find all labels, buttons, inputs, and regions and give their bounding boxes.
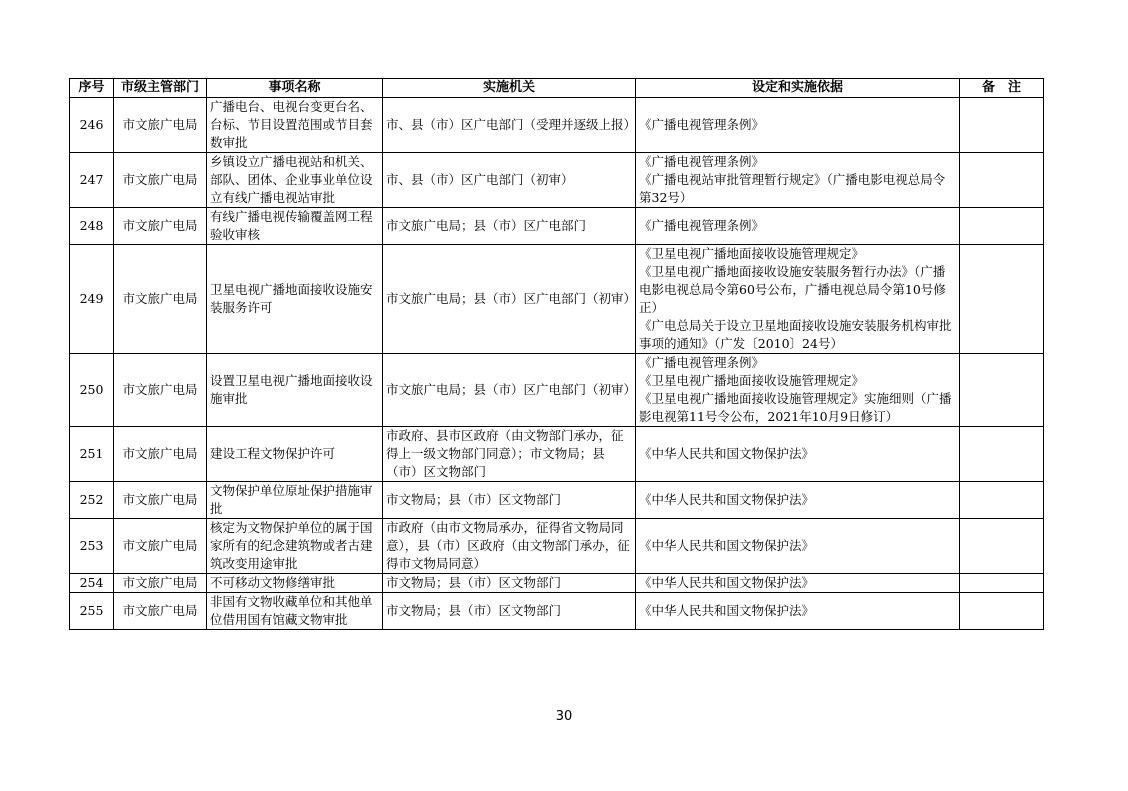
cell-agency-text: 市、县（市）区广电部门（受理并逐级上报） bbox=[386, 117, 637, 132]
cell-basis bbox=[636, 208, 960, 245]
cell-basis-text: 《中华人民共和国文物保护法》 bbox=[639, 538, 815, 553]
cell-agency-text: 市文物局；县（市）区文物部门 bbox=[386, 603, 562, 618]
cell-basis bbox=[636, 519, 960, 574]
cell-note bbox=[960, 98, 1044, 153]
cell-note bbox=[960, 519, 1044, 574]
cell-no bbox=[70, 354, 114, 427]
cell-dept-text: 市文旅广电局 bbox=[122, 117, 198, 132]
cell-no-text: 249 bbox=[79, 291, 104, 306]
cell-item bbox=[207, 593, 383, 630]
cell-dept-text: 市文旅广电局 bbox=[122, 603, 198, 618]
table-row bbox=[70, 519, 1044, 574]
header-dept: 市级主管部门 bbox=[114, 79, 207, 98]
cell-note bbox=[960, 208, 1044, 245]
cell-no bbox=[70, 153, 114, 208]
cell-agency-text: 市政府（由市文物局承办，征得省文物局同意），县（市）区政府（由文物部门承办，征得市文物局同意） bbox=[386, 520, 630, 571]
cell-basis-text: 《中华人民共和国文物保护法》 bbox=[639, 575, 815, 590]
cell-agency bbox=[383, 245, 636, 354]
table-header-row bbox=[70, 79, 1044, 98]
cell-dept-text: 市文旅广电局 bbox=[122, 575, 198, 590]
cell-item bbox=[207, 153, 383, 208]
cell-basis bbox=[636, 482, 960, 519]
cell-item-text: 不可移动文物修缮审批 bbox=[210, 575, 336, 590]
cell-item-text: 广播电台、电视台变更台名、台标、节目设置范围或节目套数审批 bbox=[210, 99, 373, 150]
cell-dept bbox=[114, 482, 207, 519]
cell-item bbox=[207, 354, 383, 427]
cell-dept-text: 市文旅广电局 bbox=[122, 446, 198, 461]
cell-agency bbox=[383, 354, 636, 427]
table-row bbox=[70, 574, 1044, 593]
cell-basis bbox=[636, 245, 960, 354]
cell-item bbox=[207, 245, 383, 354]
cell-agency-text: 市文物局；县（市）区文物部门 bbox=[386, 575, 562, 590]
cell-item bbox=[207, 574, 383, 593]
cell-basis-text: 《中华人民共和国文物保护法》 bbox=[639, 603, 815, 618]
cell-dept-text: 市文旅广电局 bbox=[122, 492, 198, 507]
cell-note bbox=[960, 574, 1044, 593]
cell-dept bbox=[114, 98, 207, 153]
cell-basis-text: 《广播电视管理条例》 《广播电视站审批管理暂行规定》（广播电影电视总局令第32号） bbox=[639, 154, 946, 205]
table-row bbox=[70, 153, 1044, 208]
cell-dept-text: 市文旅广电局 bbox=[122, 218, 198, 233]
cell-dept-text: 市文旅广电局 bbox=[122, 291, 198, 306]
cell-no bbox=[70, 208, 114, 245]
page-number: 30 bbox=[555, 709, 573, 724]
cell-dept bbox=[114, 208, 207, 245]
cell-basis bbox=[636, 427, 960, 482]
cell-basis bbox=[636, 153, 960, 208]
cell-agency bbox=[383, 98, 636, 153]
cell-item-text: 乡镇设立广播电视站和机关、部队、团体、企业事业单位设立有线广播电视站审批 bbox=[210, 154, 373, 205]
cell-basis bbox=[636, 593, 960, 630]
cell-basis bbox=[636, 574, 960, 593]
cell-item-text: 建设工程文物保护许可 bbox=[210, 446, 336, 461]
header-agency: 实施机关 bbox=[383, 79, 636, 98]
cell-agency-text: 市文旅广电局；县（市）区广电部门（初审） bbox=[386, 382, 637, 397]
cell-no-text: 252 bbox=[79, 492, 104, 507]
cell-agency bbox=[383, 208, 636, 245]
cell-basis-text: 《中华人民共和国文物保护法》 bbox=[639, 446, 815, 461]
cell-no bbox=[70, 482, 114, 519]
cell-dept bbox=[114, 245, 207, 354]
cell-item-text: 卫星电视广播地面接收设施安装服务许可 bbox=[210, 282, 373, 315]
cell-no bbox=[70, 574, 114, 593]
cell-no-text: 251 bbox=[79, 446, 104, 461]
table-row bbox=[70, 208, 1044, 245]
cell-agency bbox=[383, 427, 636, 482]
cell-basis bbox=[636, 98, 960, 153]
cell-dept bbox=[114, 427, 207, 482]
cell-note bbox=[960, 245, 1044, 354]
cell-no bbox=[70, 245, 114, 354]
header-basis: 设定和实施依据 bbox=[636, 79, 960, 98]
cell-basis-text: 《中华人民共和国文物保护法》 bbox=[639, 492, 815, 507]
cell-basis bbox=[636, 354, 960, 427]
cell-item bbox=[207, 208, 383, 245]
header-note: 备 注 bbox=[960, 79, 1044, 98]
table-row bbox=[70, 354, 1044, 427]
cell-dept-text: 市文旅广电局 bbox=[122, 172, 198, 187]
cell-basis-text: 《卫星电视广播地面接收设施管理规定》 《卫星电视广播地面接收设施安装服务暂行办法》（广播电影电视总局令第60号公布，广播电视总局令第10号修正） 《广电总局关于设立卫星地面接收设施安装服务机构审批事项的通知》（广发〔2010〕24号） bbox=[639, 246, 952, 351]
cell-item-text: 文物保护单位原址保护措施审批 bbox=[210, 483, 373, 516]
cell-item bbox=[207, 427, 383, 482]
cell-basis-text: 《广播电视管理条例》 《卫星电视广播地面接收设施管理规定》 《卫星电视广播地面接收设施管理规定》实施细则（广播影电视第11号令公布，2021年10月9日修订） bbox=[639, 355, 952, 424]
cell-dept bbox=[114, 354, 207, 427]
cell-note bbox=[960, 153, 1044, 208]
cell-note bbox=[960, 427, 1044, 482]
cell-no-text: 253 bbox=[79, 538, 104, 553]
cell-dept bbox=[114, 519, 207, 574]
cell-item bbox=[207, 98, 383, 153]
table-row bbox=[70, 482, 1044, 519]
header-no: 序号 bbox=[70, 79, 114, 98]
cell-no-text: 247 bbox=[79, 172, 104, 187]
cell-no-text: 246 bbox=[79, 117, 104, 132]
table-row bbox=[70, 98, 1044, 153]
cell-agency-text: 市、县（市）区广电部门（初审） bbox=[386, 172, 574, 187]
cell-agency bbox=[383, 482, 636, 519]
cell-basis-text: 《广播电视管理条例》 bbox=[639, 218, 765, 233]
table-row bbox=[70, 593, 1044, 630]
items-table bbox=[69, 78, 1044, 630]
cell-basis-text: 《广播电视管理条例》 bbox=[639, 117, 765, 132]
cell-no bbox=[70, 98, 114, 153]
cell-agency-text: 市文物局；县（市）区文物部门 bbox=[386, 492, 562, 507]
cell-no bbox=[70, 519, 114, 574]
cell-dept bbox=[114, 574, 207, 593]
header-item: 事项名称 bbox=[207, 79, 383, 98]
cell-no bbox=[70, 593, 114, 630]
cell-item-text: 有线广播电视传输覆盖网工程验收审核 bbox=[210, 209, 373, 242]
cell-item-text: 设置卫星电视广播地面接收设施审批 bbox=[210, 373, 373, 406]
cell-dept-text: 市文旅广电局 bbox=[122, 538, 198, 553]
cell-no bbox=[70, 427, 114, 482]
cell-agency bbox=[383, 519, 636, 574]
cell-dept-text: 市文旅广电局 bbox=[122, 382, 198, 397]
cell-dept bbox=[114, 593, 207, 630]
cell-item bbox=[207, 482, 383, 519]
cell-no-text: 250 bbox=[79, 382, 104, 397]
cell-item-text: 核定为文物保护单位的属于国家所有的纪念建筑物或者古建筑改变用途审批 bbox=[210, 520, 373, 571]
cell-agency bbox=[383, 574, 636, 593]
cell-agency bbox=[383, 153, 636, 208]
cell-agency-text: 市文旅广电局；县（市）区广电部门 bbox=[386, 218, 587, 233]
table-row bbox=[70, 245, 1044, 354]
cell-no-text: 248 bbox=[79, 218, 104, 233]
cell-agency-text: 市政府、县市区政府（由文物部门承办，征得上一级文物部门同意）；市文物局；县（市）区文物部门 bbox=[386, 428, 624, 479]
cell-agency-text: 市文旅广电局；县（市）区广电部门（初审） bbox=[386, 291, 637, 306]
cell-no-text: 255 bbox=[79, 603, 104, 618]
cell-item bbox=[207, 519, 383, 574]
cell-note bbox=[960, 482, 1044, 519]
cell-agency bbox=[383, 593, 636, 630]
cell-note bbox=[960, 593, 1044, 630]
cell-dept bbox=[114, 153, 207, 208]
table-row bbox=[70, 427, 1044, 482]
cell-no-text: 254 bbox=[79, 575, 104, 590]
cell-item-text: 非国有文物收藏单位和其他单位借用国有馆藏文物审批 bbox=[210, 594, 373, 627]
cell-note bbox=[960, 354, 1044, 427]
